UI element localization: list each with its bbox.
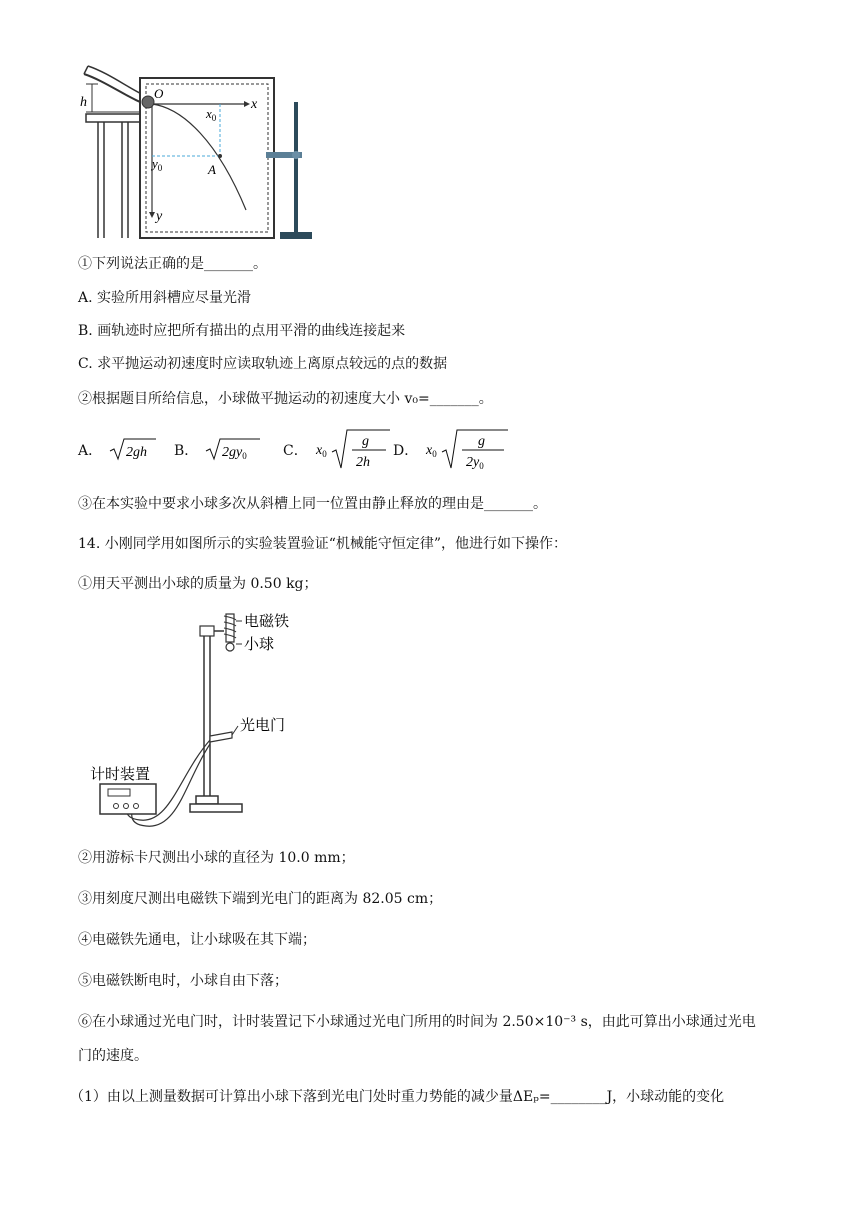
q13-option-a: A. 实验所用斜槽应尽量光滑	[78, 290, 252, 306]
sqrt-2gh	[108, 435, 158, 465]
label-y: y	[156, 209, 163, 224]
projectile-apparatus-figure	[78, 62, 318, 244]
label-A: A	[208, 162, 216, 177]
choice-b-label: B．	[174, 443, 199, 459]
choice-c-label: C．	[283, 443, 308, 459]
svg-text:2h: 2h	[355, 455, 370, 470]
choice-a-label: A．	[78, 443, 103, 459]
svg-text:g: g	[361, 434, 369, 449]
q14-stem: 14. 小刚同学用如图所示的实验装置验证“机械能守恒定律”，他进行如下操作：	[78, 536, 568, 552]
q13-part3: ③在本实验中要求小球多次从斜槽上同一位置由静止释放的理由是_______。	[78, 496, 547, 512]
choice-a	[78, 430, 158, 470]
q13-option-c: C. 求平抛运动初速度时应读取轨迹上离原点较远的点的数据	[78, 356, 448, 372]
label-x0-sub: 0	[211, 113, 217, 123]
label-ball: 小球	[244, 636, 275, 653]
q14-step3: ③用刻度尺测出电磁铁下端到光电门的距离为 82.05 cm；	[78, 891, 443, 907]
choice-d-label: D．	[393, 443, 419, 459]
x0-sqrt-g-over-2y0	[424, 428, 512, 472]
svg-text:2gy0: $2gy_0$	[222, 445, 248, 461]
q14-step6-line1: ⑥在小球通过光电门时，计时装置记下小球通过光电门所用的时间为 2.50×10⁻³ s，由此可算出小球通过光电	[78, 1014, 756, 1030]
label-O: O	[154, 86, 164, 101]
svg-text:x0: $x_0$	[426, 443, 437, 459]
sqrt-2gy0	[204, 435, 262, 465]
label-x0: x	[206, 106, 212, 121]
q13-part2: ②根据题目所给信息，小球做平抛运动的初速度大小 v₀=_______。	[78, 391, 493, 407]
label-electromagnet: 电磁铁	[244, 613, 290, 630]
choice-d	[393, 430, 512, 470]
x0-sqrt-g-over-2h	[314, 428, 394, 472]
q14-step6-line2: 门的速度。	[78, 1048, 148, 1064]
q13-part1: ①下列说法正确的是_______。	[78, 256, 267, 272]
choice-b	[174, 430, 262, 470]
svg-text:2gh: 2gh	[126, 445, 148, 460]
label-h: h	[80, 95, 87, 110]
label-photogate: 光电门	[240, 717, 286, 734]
choice-c	[283, 430, 394, 470]
q14-step5: ⑤电磁铁断电时，小球自由下落；	[78, 973, 288, 989]
svg-text:x0: $x_0$	[315, 443, 327, 459]
q14-part1: （1）由以上测量数据可计算出小球下落到光电门处时重力势能的减少量ΔEₚ=________J，小球动能的变化	[70, 1089, 725, 1105]
q13-option-b: B. 画轨迹时应把所有描出的点用平滑的曲线连接起来	[78, 323, 406, 339]
q14-step1: ①用天平测出小球的质量为 0.50 kg；	[78, 576, 318, 592]
label-x: x	[251, 97, 258, 112]
label-y0-sub: 0	[157, 163, 163, 173]
label-y0: y	[152, 156, 158, 171]
q14-step4: ④电磁铁先通电，让小球吸在其下端；	[78, 932, 316, 948]
label-timer: 计时装置	[90, 766, 151, 783]
svg-text:2y0: $2y_0$	[466, 455, 484, 471]
free-fall-apparatus-figure	[90, 604, 320, 832]
q14-step2: ②用游标卡尺测出小球的直径为 10.0 mm；	[78, 850, 355, 866]
svg-text:g: g	[478, 434, 486, 449]
